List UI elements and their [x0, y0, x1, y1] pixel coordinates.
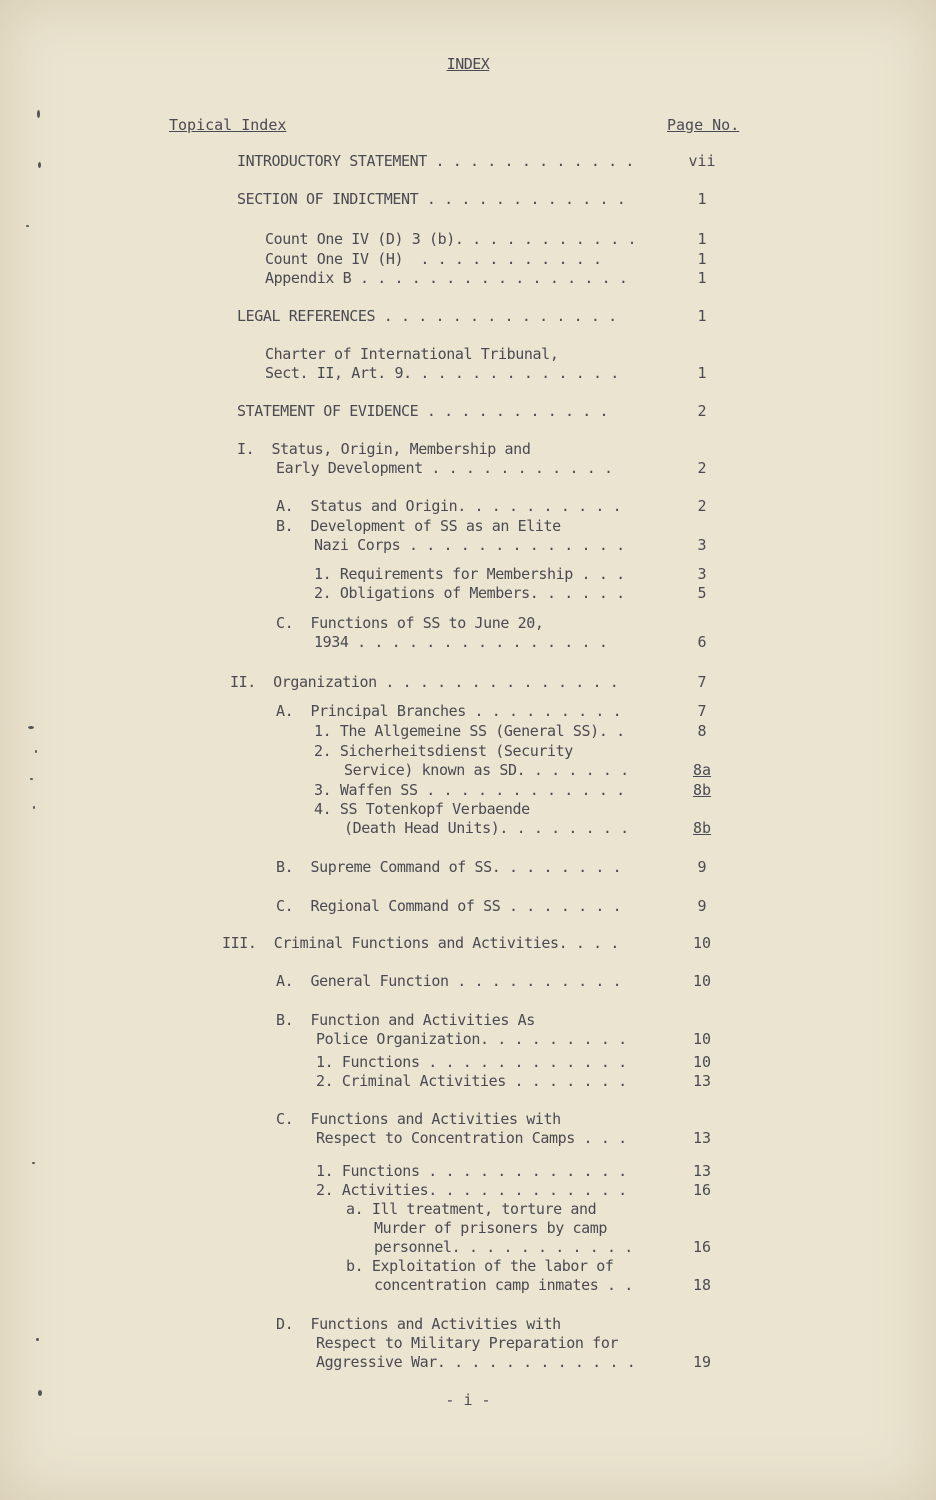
index-entry-page: 6 — [697, 633, 707, 651]
index-entry-page: 3 — [697, 565, 707, 583]
index-entry-text: personnel. . . . . . . . . . . — [374, 1238, 633, 1256]
index-entry-text: INTRODUCTORY STATEMENT . . . . . . . . . . . . — [237, 152, 635, 170]
index-entry-text: a. Ill treatment, torture and — [346, 1200, 597, 1218]
index-entry-page: 7 — [697, 702, 707, 720]
page-no-header: Page No. — [667, 116, 740, 134]
index-entry-text: Appendix B . . . . . . . . . . . . . . . . — [265, 269, 628, 287]
scan-speck — [38, 1390, 42, 1396]
index-entry-page: 1 — [697, 269, 707, 287]
index-entry-text: Early Development . . . . . . . . . . . — [276, 459, 613, 477]
index-entry-page: 9 — [697, 858, 707, 876]
index-entry-text: Charter of International Tribunal, — [265, 345, 559, 363]
index-entry-page: 10 — [692, 934, 712, 952]
index-entry-text: 1. Requirements for Membership . . . — [314, 565, 625, 583]
scan-speck — [30, 778, 33, 780]
index-entry-page: 1 — [697, 307, 707, 325]
index-entry-text: B. Function and Activities As — [276, 1011, 535, 1029]
index-entry-page: 1 — [697, 190, 707, 208]
scan-speck — [37, 110, 40, 118]
index-entry-page: 1 — [697, 364, 707, 382]
index-entry-text: concentration camp inmates . . — [374, 1276, 633, 1294]
index-entry-text: Police Organization. . . . . . . . . — [316, 1030, 627, 1048]
index-entry-page: 16 — [692, 1238, 712, 1256]
index-entry-page: 10 — [692, 972, 712, 990]
index-entry-page: 13 — [692, 1129, 712, 1147]
page-title: INDEX — [446, 55, 490, 73]
index-entry-text: STATEMENT OF EVIDENCE . . . . . . . . . . . — [237, 402, 609, 420]
scan-speck — [33, 806, 35, 809]
index-entry-text: (Death Head Units). . . . . . . . — [344, 819, 629, 837]
index-entry-text: A. Status and Origin. . . . . . . . . . — [276, 497, 622, 515]
index-entry-text: LEGAL REFERENCES . . . . . . . . . . . . . . — [237, 307, 617, 325]
index-entry-text: SECTION OF INDICTMENT . . . . . . . . . . . . — [237, 190, 626, 208]
scan-speck — [38, 162, 41, 168]
index-entry-text: Service) known as SD. . . . . . . — [344, 761, 629, 779]
index-entry-page: 13 — [692, 1162, 712, 1180]
index-entry-page: 16 — [692, 1181, 712, 1199]
index-entry-page: vii — [688, 152, 716, 170]
index-entry-page: 1 — [697, 250, 707, 268]
page-number-footer: - i - — [445, 1391, 491, 1409]
index-entry-text: Murder of prisoners by camp — [374, 1219, 608, 1237]
index-entry-text: III. Criminal Functions and Activities. . . . — [222, 934, 620, 952]
index-entry-text: B. Supreme Command of SS. . . . . . . . — [276, 858, 622, 876]
scan-speck — [28, 726, 34, 729]
index-entry-text: 2. Sicherheitsdienst (Security — [314, 742, 573, 760]
index-entry-text: Sect. II, Art. 9. . . . . . . . . . . . . — [265, 364, 619, 382]
index-entry-page: 2 — [697, 402, 707, 420]
index-entry-text: Count One IV (H) . . . . . . . . . . . — [265, 250, 602, 268]
index-entry-text: II. Organization . . . . . . . . . . . . . . — [230, 673, 619, 691]
index-entry-text: I. Status, Origin, Membership and — [237, 440, 531, 458]
index-entry-text: C. Functions and Activities with — [276, 1110, 561, 1128]
index-entry-page: 2 — [697, 459, 707, 477]
scan-speck — [26, 225, 29, 227]
index-entry-page: 13 — [692, 1072, 712, 1090]
scan-speck — [35, 750, 37, 753]
index-entry-page: 8b — [692, 781, 712, 799]
index-entry-text: Respect to Military Preparation for — [316, 1334, 619, 1352]
index-entry-page: 18 — [692, 1276, 712, 1294]
index-entry-page: 10 — [692, 1030, 712, 1048]
index-entry-text: Respect to Concentration Camps . . . — [316, 1129, 627, 1147]
index-entry-text: A. General Function . . . . . . . . . . — [276, 972, 622, 990]
index-entry-text: Aggressive War. . . . . . . . . . . . — [316, 1353, 636, 1371]
index-entry-text: 2. Activities. . . . . . . . . . . . — [316, 1181, 627, 1199]
index-entry-page: 5 — [697, 584, 707, 602]
index-entry-text: 2. Criminal Activities . . . . . . . — [316, 1072, 627, 1090]
index-entry-text: D. Functions and Activities with — [276, 1315, 561, 1333]
index-entry-text: C. Functions of SS to June 20, — [276, 614, 544, 632]
index-entry-page: 19 — [692, 1353, 712, 1371]
index-entry-text: 1934 . . . . . . . . . . . . . . . — [314, 633, 608, 651]
index-entry-page: 3 — [697, 536, 707, 554]
index-entry-page: 9 — [697, 897, 707, 915]
index-entry-page: 10 — [692, 1053, 712, 1071]
scan-speck — [32, 1162, 35, 1164]
index-entry-text: 1. Functions . . . . . . . . . . . . — [316, 1053, 627, 1071]
scan-speck — [36, 1338, 39, 1341]
index-entry-text: 3. Waffen SS . . . . . . . . . . . . — [314, 781, 625, 799]
index-entry-text: Count One IV (D) 3 (b). . . . . . . . . . . — [265, 230, 637, 248]
index-entry-page: 7 — [697, 673, 707, 691]
index-entry-page: 8 — [697, 722, 707, 740]
index-entry-text: B. Development of SS as an Elite — [276, 517, 561, 535]
index-entry-page: 1 — [697, 230, 707, 248]
index-entry-text: 1. The Allgemeine SS (General SS). . — [314, 722, 625, 740]
index-entry-text: 2. Obligations of Members. . . . . . — [314, 584, 625, 602]
index-entry-text: C. Regional Command of SS . . . . . . . — [276, 897, 622, 915]
index-entry-text: 1. Functions . . . . . . . . . . . . — [316, 1162, 627, 1180]
index-entry-text: Nazi Corps . . . . . . . . . . . . . — [314, 536, 625, 554]
index-entry-text: A. Principal Branches . . . . . . . . . — [276, 702, 622, 720]
index-entry-page: 8b — [692, 819, 712, 837]
index-entry-text: 4. SS Totenkopf Verbaende — [314, 800, 530, 818]
index-entry-page: 8a — [692, 761, 712, 779]
index-entry-page: 2 — [697, 497, 707, 515]
index-entry-text: b. Exploitation of the labor of — [346, 1257, 614, 1275]
topical-index-header: Topical Index — [169, 116, 287, 134]
